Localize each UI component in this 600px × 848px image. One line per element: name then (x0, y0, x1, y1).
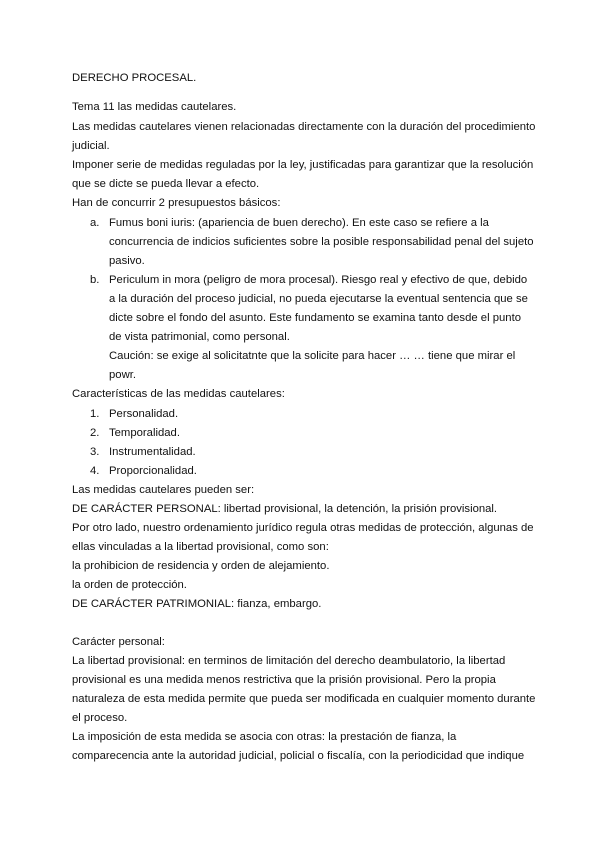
presupuesto-b-line: dicte sobre el fondo del asunto. Este fundamento se examina tanto desde el punto (109, 312, 521, 324)
intro-line: judicial. (72, 140, 110, 152)
list-marker-1: 1. (90, 408, 100, 420)
presupuesto-b-line: Caución: se exige al solicitatnte que la solicite para hacer … … tiene que mirar el (109, 350, 516, 362)
personal-line: La imposición de esta medida se asocia con otras: la prestación de fianza, la (72, 731, 457, 743)
presupuesto-b-line: powr. (109, 369, 137, 381)
personal-line: el proceso. (72, 712, 128, 724)
caracteristica-item: Personalidad. (109, 408, 179, 420)
body-line: DE CARÁCTER PATRIMONIAL: fianza, embargo. (72, 598, 322, 610)
body-line: ellas vinculadas a la libertad provisional, como son: (72, 541, 329, 553)
body-line: Por otro lado, nuestro ordenamiento jurídico regula otras medidas de protección, algunas de (72, 522, 534, 534)
personal-line: La libertad provisional: en terminos de limitación del derecho deambulatorio, la libertad (72, 655, 506, 667)
document-title: DERECHO PROCESAL. (72, 72, 197, 84)
body-line: Las medidas cautelares pueden ser: (72, 484, 255, 496)
body-line: la prohibicion de residencia y orden de alejamiento. (72, 560, 330, 572)
personal-line: comparecencia ante la autoridad judicial, policial o fiscalía, con la periodicidad que indique (72, 750, 525, 762)
caracteristicas-heading: Características de las medidas cautelares: (72, 388, 285, 400)
caracteristica-item: Proporcionalidad. (109, 465, 197, 477)
intro-line: que se dicte se pueda llevar a efecto. (72, 178, 260, 190)
intro-line: Imponer serie de medidas reguladas por la ley, justificadas para garantizar que la resolución (72, 159, 534, 171)
presupuesto-a-line: pasivo. (109, 255, 145, 267)
topic-heading: Tema 11 las medidas cautelares. (72, 101, 237, 113)
list-marker-2: 2. (90, 427, 100, 439)
personal-heading: Carácter personal: (72, 636, 165, 648)
list-marker-b: b. (90, 274, 100, 286)
presupuesto-a-line: Fumus boni iuris: (apariencia de buen derecho). En este caso se refiere a la (109, 217, 489, 229)
list-marker-4: 4. (90, 465, 100, 477)
presupuesto-b-line: Periculum in mora (peligro de mora procesal). Riesgo real y efectivo de que, debido (109, 274, 528, 286)
presupuesto-a-line: concurrencia de indicios suficientes sobre la posible responsabilidad penal del sujeto (109, 236, 534, 248)
body-line: DE CARÁCTER PERSONAL: libertad provisional, la detención, la prisión provisional. (72, 503, 498, 515)
caracteristica-item: Instrumentalidad. (109, 446, 196, 458)
presupuesto-b-line: a la duración del proceso judicial, no pueda ejecutarse la eventual sentencia que se (109, 293, 528, 305)
list-marker-a: a. (90, 217, 100, 229)
body-line: la orden de protección. (72, 579, 187, 591)
personal-line: provisional es una medida menos restrictiva que la prisión provisional. Pero la propia (72, 674, 496, 686)
caracteristica-item: Temporalidad. (109, 427, 180, 439)
intro-line: Han de concurrir 2 presupuestos básicos: (72, 197, 281, 209)
list-marker-3: 3. (90, 446, 100, 458)
presupuesto-b-line: de vista patrimonial, como personal. (109, 331, 290, 343)
intro-line: Las medidas cautelares vienen relacionadas directamente con la duración del procedimiento (72, 121, 536, 133)
personal-line: naturaleza de esta medida permite que pueda ser modificada en cualquier momento durante (72, 693, 536, 705)
